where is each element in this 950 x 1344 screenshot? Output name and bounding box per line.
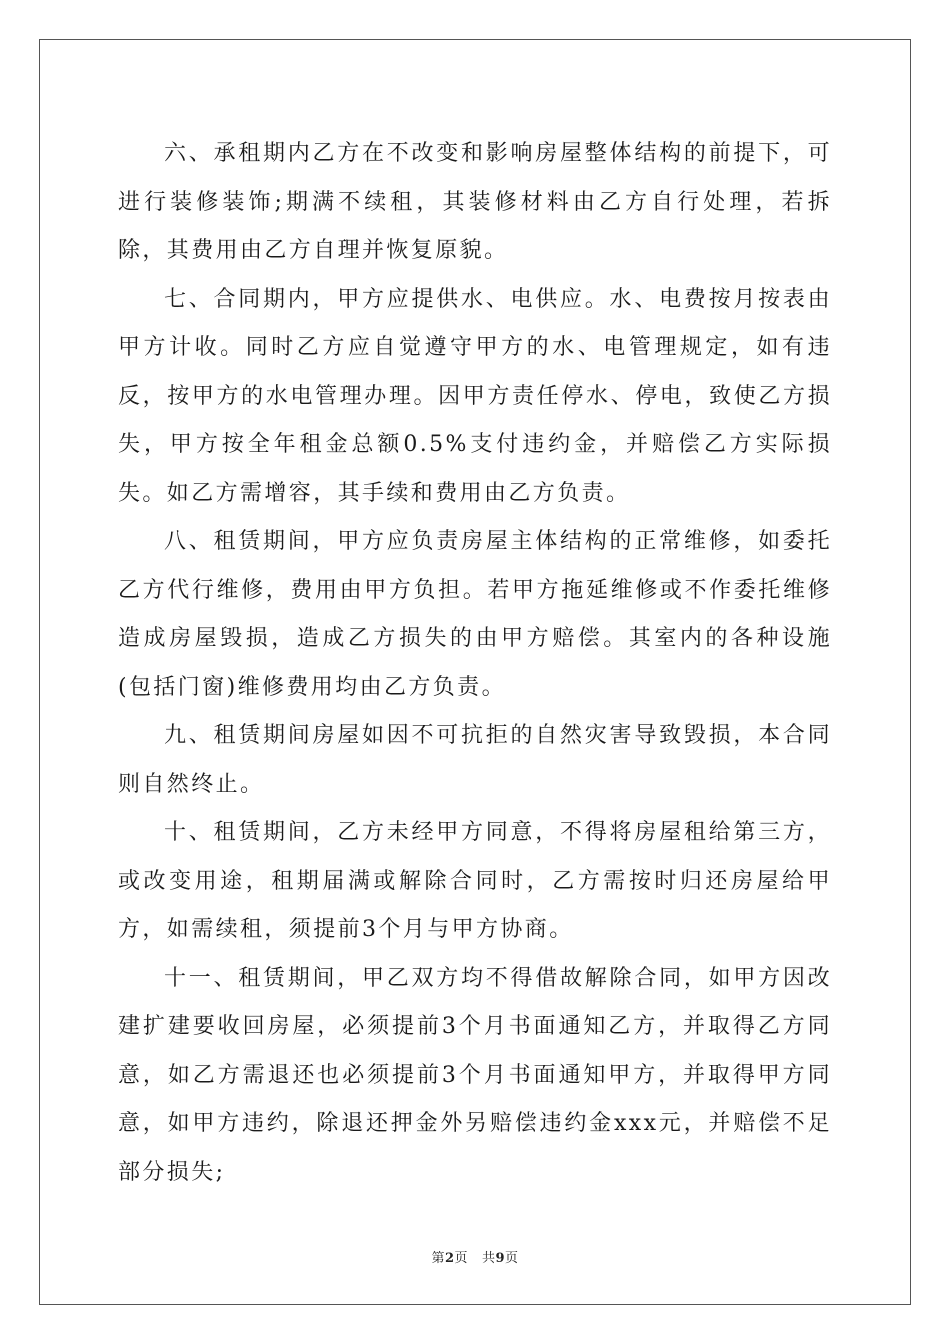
clause-10: 十、租赁期间，乙方未经甲方同意，不得将房屋租给第三方，或改变用途，租期届满或解除合同时，乙方需按时归还房屋给甲方，如需续租，须提前3个月与甲方协商。 (118, 820, 832, 942)
total-suffix: 页 (505, 1251, 519, 1266)
total-pages: 9 (495, 1251, 506, 1266)
page-number: 2 (444, 1251, 455, 1266)
page-prefix: 第 (431, 1251, 445, 1266)
page-footer (0, 1247, 950, 1266)
total-prefix: 共 (481, 1251, 496, 1266)
clause-9: 九、租赁期间房屋如因不可抗拒的自然灾害导致毁损，本合同则自然终止。 (118, 723, 832, 797)
clause-6: 六、承租期内乙方在不改变和影响房屋整体结构的前提下，可进行装修装饰;期满不续租，其装修材料由乙方自行处理，若拆除，其费用由乙方自理并恢复原貌。 (118, 141, 832, 263)
clause-11: 十一、租赁期间，甲乙双方均不得借故解除合同，如甲方因改建扩建要收回房屋，必须提前3个月书面通知乙方，并取得乙方同意，如乙方需退还也必须提前3个月书面通知甲方，并取得甲方同意，如甲方违约，除退还押金外另赔偿违约金xxx元，并赔偿不足部分损失; (118, 965, 832, 1185)
clause-7: 七、合同期内，甲方应提供水、电供应。水、电费按月按表由甲方计收。同时乙方应自觉遵守甲方的水、电管理规定，如有违反，按甲方的水电管理办理。因甲方责任停水、停电，致使乙方损失，甲方按全年租金总额0.5%支付违约金，并赔偿乙方实际损失。如乙方需增容，其手续和费用由乙方负责。 (118, 286, 832, 506)
clause-8: 八、租赁期间，甲方应负责房屋主体结构的正常维修，如委托乙方代行维修，费用由甲方负担。若甲方拖延维修或不作委托维修造成房屋毁损，造成乙方损失的由甲方赔偿。其室内的各种设施(包括门窗)维修费用均由乙方负责。 (118, 529, 832, 700)
document-body (118, 130, 832, 1197)
page-suffix: 页 (454, 1251, 469, 1266)
